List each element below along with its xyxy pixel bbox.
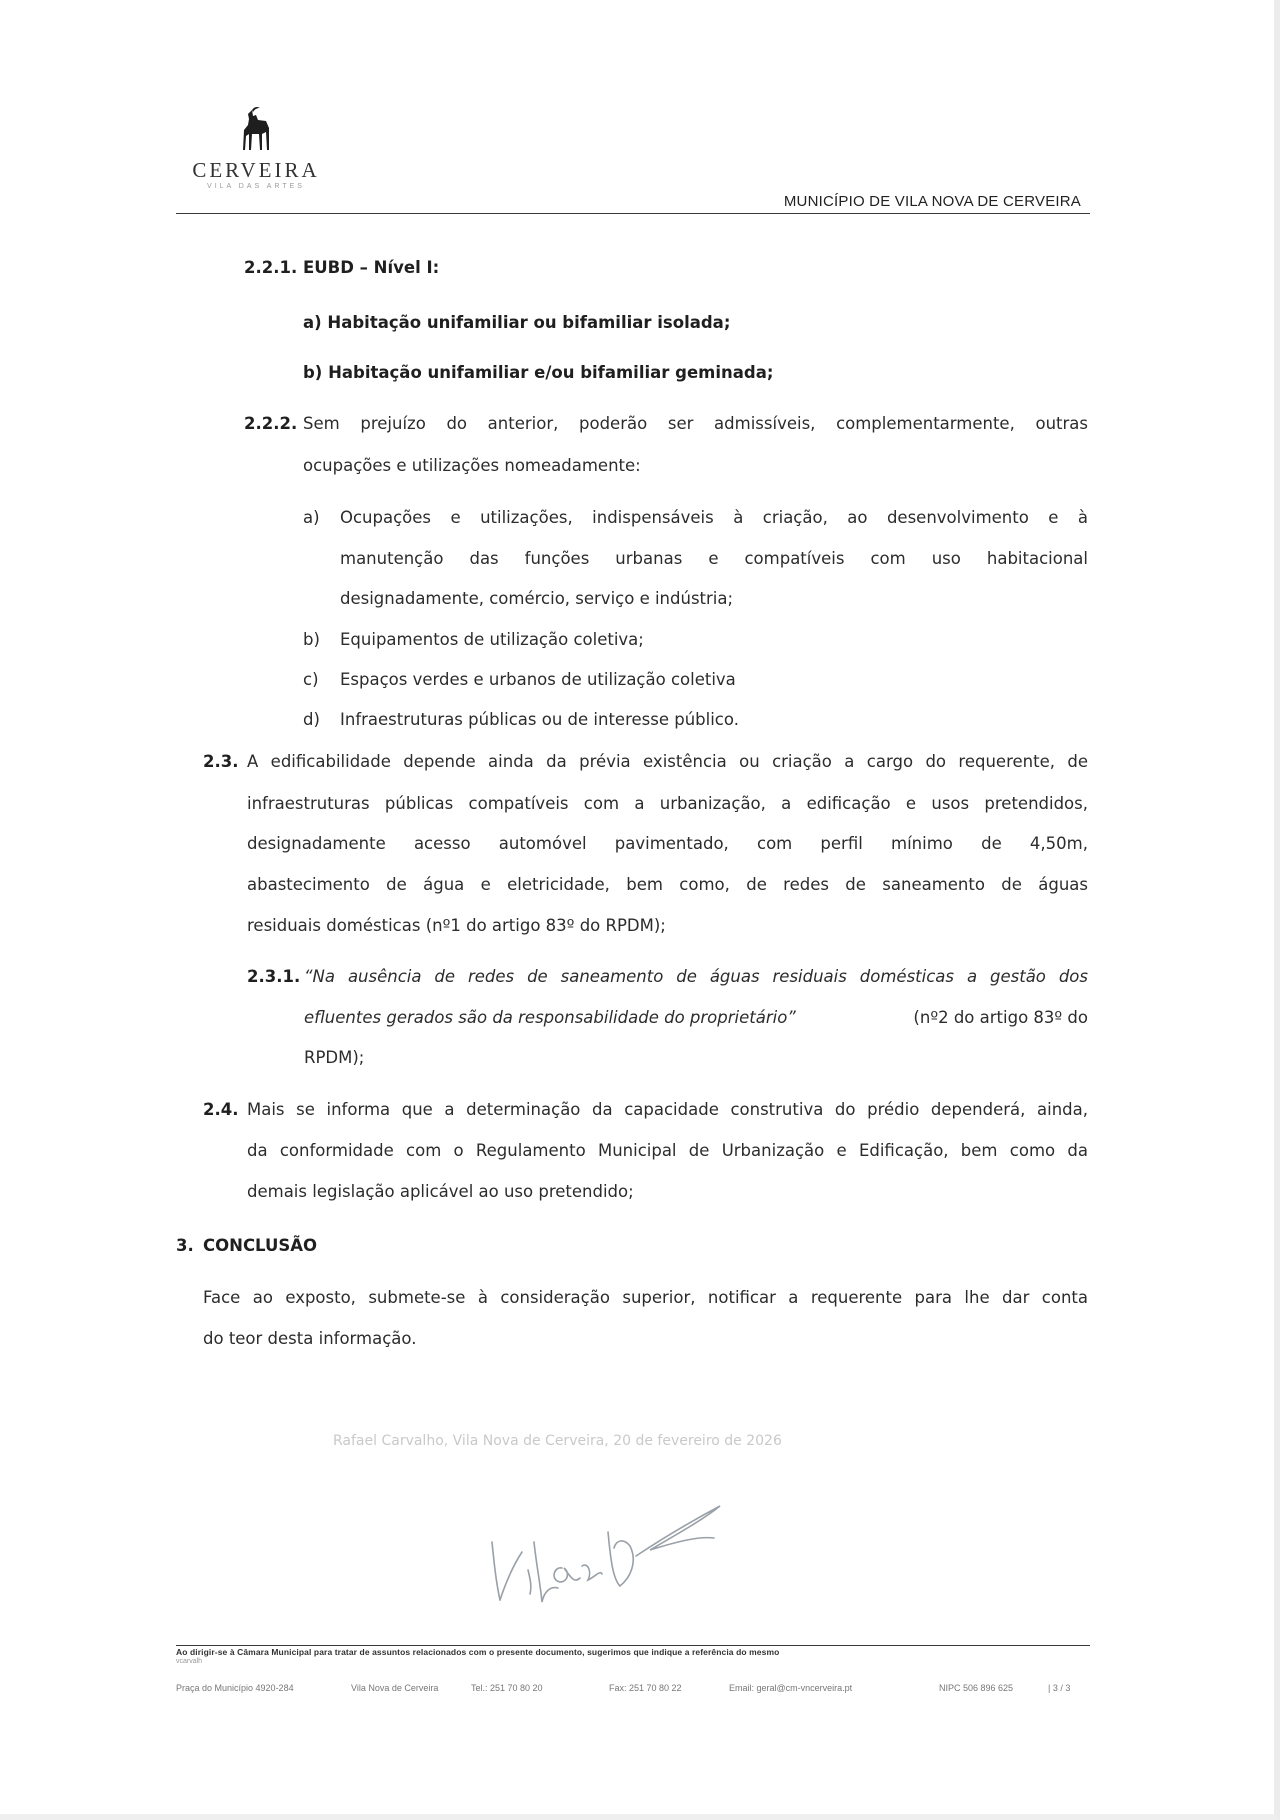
footer-note: Ao dirigir-se à Câmara Municipal para tratar de assuntos relacionados com o presente documento, sugerimos que indique a referência do mesmo	[176, 1647, 780, 1657]
handwritten-signature	[470, 1482, 750, 1622]
paragraph-line: infraestruturas públicas compatíveis com a urbanização, a edificação e usos pretendidos,	[247, 794, 1088, 813]
section-title: EUBD – Nível I:	[303, 258, 440, 277]
paragraph-line: designadamente acesso automóvel pavimentado, com perfil mínimo de 4,50m,	[247, 834, 1088, 853]
footer-address: Praça do Município 4920-284	[176, 1683, 294, 1693]
paragraph-line: residuais domésticas (nº1 do artigo 83º do RPDM);	[247, 916, 666, 935]
section-number: 2.4.	[203, 1100, 239, 1119]
list-item-line: Equipamentos de utilização coletiva;	[340, 630, 644, 649]
footer-user-reference: vcarvalh	[176, 1658, 203, 1665]
section-number: 2.3.	[203, 752, 239, 771]
list-item: b) Habitação unifamiliar e/ou bifamiliar geminada;	[303, 363, 774, 382]
list-item: a) Habitação unifamiliar ou bifamiliar isolada;	[303, 313, 731, 332]
logo-tagline: VILA DAS ARTES	[207, 183, 305, 190]
footer-town: Vila Nova de Cerveira	[351, 1683, 439, 1693]
citation: RPDM);	[304, 1048, 365, 1067]
paragraph-line: A edificabilidade depende ainda da prévia existência ou criação a cargo do requerente, de	[247, 752, 1088, 771]
signature-caption: Rafael Carvalho, Vila Nova de Cerveira, 20 de fevereiro de 2026	[333, 1433, 782, 1449]
list-letter: a)	[303, 508, 320, 527]
section-number: 2.2.1.	[244, 258, 298, 277]
list-item-line: designadamente, comércio, serviço e indústria;	[340, 589, 734, 608]
list-letter: d)	[303, 710, 320, 729]
paragraph-line: Face ao exposto, submete-se à consideração superior, notificar a requerente para lhe dar conta	[203, 1288, 1088, 1307]
quote-line: efluentes gerados são da responsabilidade do proprietário”	[304, 1008, 796, 1027]
footer-fax: Fax: 251 70 80 22	[609, 1683, 682, 1693]
paragraph-line: da conformidade com o Regulamento Municipal de Urbanização e Edificação, bem como da	[247, 1141, 1088, 1160]
quote-line: “Na ausência de redes de saneamento de águas residuais domésticas a gestão dos	[304, 967, 1088, 986]
list-item-line: manutenção das funções urbanas e compatíveis com uso habitacional	[340, 549, 1088, 568]
section-number: 2.3.1.	[247, 967, 301, 986]
section-number: 2.2.2.	[244, 414, 298, 433]
header-divider	[176, 213, 1090, 214]
logo-name: CERVEIRA	[192, 158, 320, 182]
citation: (nº2 do artigo 83º do	[913, 1008, 1088, 1027]
section-number: 3.	[176, 1236, 194, 1255]
list-item-line: Espaços verdes e urbanos de utilização coletiva	[340, 670, 736, 689]
paragraph-line: do teor desta informação.	[203, 1329, 417, 1348]
footer-nipc: NIPC 506 896 625	[939, 1683, 1014, 1693]
paragraph-line: Sem prejuízo do anterior, poderão ser admissíveis, complementarmente, outras	[303, 414, 1088, 433]
list-item-line: Ocupações e utilizações, indispensáveis à criação, ao desenvolvimento e à	[340, 508, 1088, 527]
footer-divider	[176, 1645, 1090, 1646]
footer-email[interactable]: Email: geral@cm-vncerveira.pt	[729, 1683, 853, 1693]
municipality-title: MUNICÍPIO DE VILA NOVA DE CERVEIRA	[783, 193, 1081, 210]
list-letter: c)	[303, 670, 319, 689]
paragraph-line: demais legislação aplicável ao uso pretendido;	[247, 1182, 634, 1201]
list-letter: b)	[303, 630, 320, 649]
section-title: CONCLUSÃO	[203, 1236, 318, 1255]
paragraph-line: ocupações e utilizações nomeadamente:	[303, 456, 641, 475]
paragraph-line: abastecimento de água e eletricidade, bem como, de redes de saneamento de águas	[247, 875, 1088, 894]
municipality-logo	[176, 106, 336, 190]
footer-phone: Tel.: 251 70 80 20	[471, 1683, 543, 1693]
list-item-line: Infraestruturas públicas ou de interesse público.	[340, 710, 739, 729]
antelope-icon	[236, 106, 276, 156]
page-number: | 3 / 3	[1048, 1683, 1071, 1693]
paragraph-line: Mais se informa que a determinação da capacidade construtiva do prédio dependerá, ainda,	[247, 1100, 1088, 1119]
